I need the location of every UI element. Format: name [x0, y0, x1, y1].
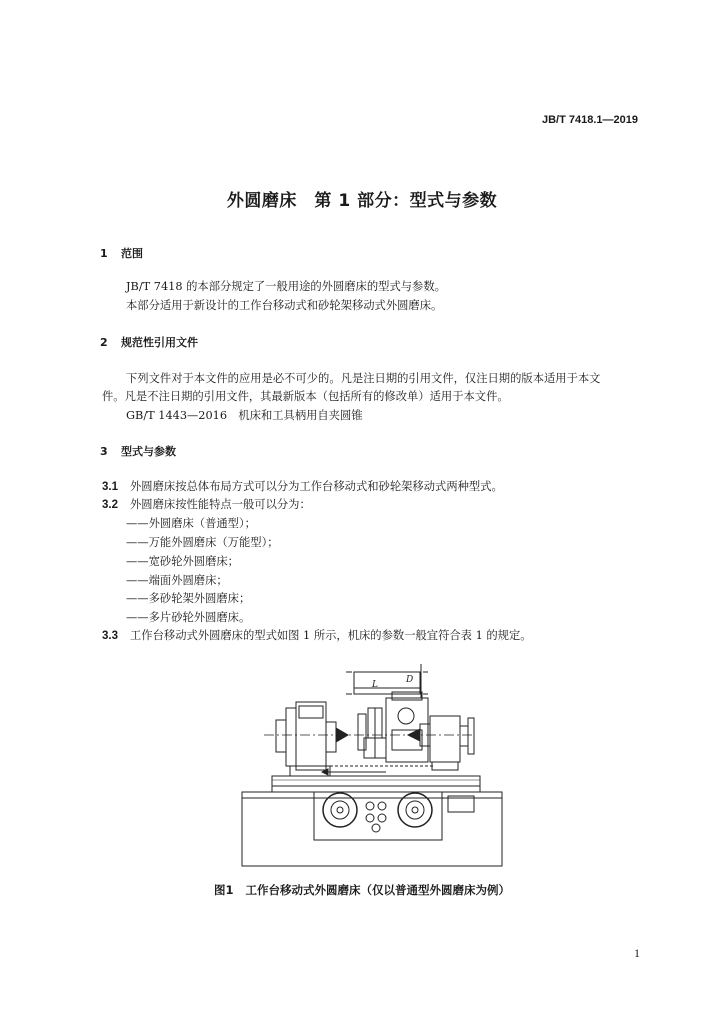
- grinding-machine-figure: [236, 658, 508, 870]
- section-number: 3: [100, 445, 108, 458]
- section-2-heading: [100, 334, 198, 350]
- figure-caption-text: 工作台移动式外圆磨床（仅以普通型外圆磨床为例）: [245, 883, 510, 897]
- grinding-wheel-head: [358, 708, 386, 758]
- list-item: ——多砂轮架外圆磨床；: [126, 592, 251, 605]
- clause-3-1: [102, 478, 503, 494]
- section-1-heading: [100, 245, 143, 261]
- headstock: [276, 702, 348, 776]
- section-number: 1: [100, 247, 108, 260]
- reference-item: GB/T 1443—2016 机床和工具柄用自夹圆锥: [126, 409, 363, 422]
- clause-number: 3.3: [102, 630, 118, 642]
- figure-number: 图1: [213, 883, 234, 897]
- clause-number: 3.2: [102, 499, 118, 511]
- scope-paragraph-1: JB/T 7418 的本部分规定了一般用途的外圆磨床的型式与参数。: [126, 280, 446, 293]
- dimension-label-L: L: [372, 680, 378, 690]
- section-3-heading: [100, 443, 176, 459]
- workpiece-dimension-drawing: [346, 664, 428, 698]
- section-title: 规范性引用文件: [121, 336, 198, 349]
- list-item: ——宽砂轮外圆磨床；: [126, 555, 239, 568]
- section-number: 2: [100, 336, 108, 349]
- clause-text: 外圆磨床按性能特点一般可以分为：: [130, 498, 311, 511]
- section-title: 范围: [121, 247, 143, 260]
- clause-text: 工作台移动式外圆磨床的型式如图 1 所示，机床的参数一般宜符合表 1 的规定。: [130, 629, 532, 642]
- figure-caption: [0, 882, 724, 898]
- clause-3-3: [102, 627, 532, 643]
- standard-code-header: JB/T 7418.1—2019: [541, 114, 638, 126]
- list-item: ——端面外圆磨床；: [126, 574, 228, 587]
- machine-bed: [242, 792, 502, 866]
- section-title: 型式与参数: [121, 445, 176, 458]
- dimension-label-D: D: [406, 675, 414, 685]
- clause-number: 3.1: [102, 481, 118, 493]
- list-item: ——外圆磨床（普通型）；: [126, 517, 256, 530]
- wheelhead: [386, 692, 428, 762]
- list-item: ——多片砂轮外圆磨床。: [126, 611, 251, 624]
- list-item: ——万能外圆磨床（万能型）；: [126, 536, 279, 549]
- clause-text: 外圆磨床按总体布局方式可以分为工作台移动式和砂轮架移动式两种型式。: [130, 480, 503, 493]
- scope-paragraph-2: 本部分适用于新设计的工作台移动式和砂轮架移动式外圆磨床。: [126, 299, 443, 312]
- page-number: 1: [634, 946, 640, 960]
- document-title: 外圆磨床 第 1 部分：型式与参数: [226, 191, 498, 211]
- references-paragraph-line-1: 下列文件对于本文件的应用是必不可少的。凡是注日期的引用文件，仅注日期的版本适用于本文: [126, 372, 601, 385]
- clause-3-2: [102, 496, 311, 512]
- references-paragraph-line-2: 件。凡是不注日期的引用文件，其最新版本（包括所有的修改单）适用于本文件。: [102, 390, 509, 403]
